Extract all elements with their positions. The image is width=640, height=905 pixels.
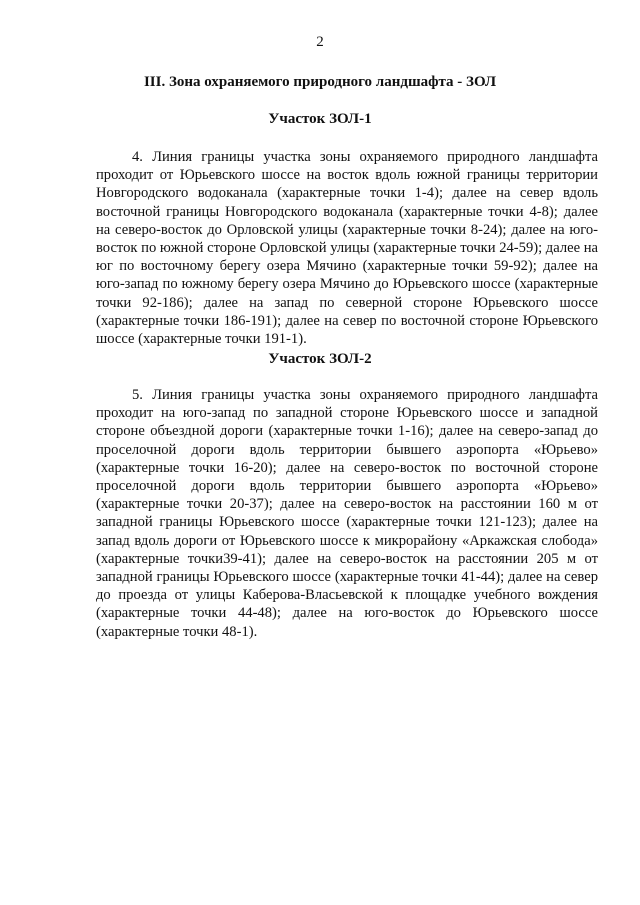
paragraph-zol-1: 4. Линия границы участка зоны охраняемого природного ландшафта проходит от Юрьевского шоссе на восток вдоль южной границы территории Новгородского водоканала (характерные точки 1-4); далее на север вдоль восточной границы Новгородского водоканала (характерные точки 4-8); далее на северо-восток до Орловской улицы (характерные точки 8-24); далее на юго-восток по южной стороне Орловской улицы (характерные точки 24-59); далее на юг по восточному берегу озера Мячино (характерные точки 59-92); далее на юго-запад по южному берегу озера Мячино до Юрьевского шоссе (характерные точки 92-186); далее на запад по северной стороне Юрьевского шоссе (характерные точки 186-191); далее на север по восточной стороне Юрьевского шоссе (характерные точки 191-1). <box>96 149 599 348</box>
page-number: 2 <box>316 34 324 50</box>
paragraph-zol-2: 5. Линия границы участка зоны охраняемого природного ландшафта проходит на юго-запад по западной стороне Юрьевского шоссе и западной стороне объездной дороги (характерные точки 1-16); далее на северо-запад до проселочной дороги вдоль территории бывшего аэропорта «Юрьево» (характерные точки 16-20); далее на северо-восток по восточной стороне проселочной дороги вдоль территории бывшего аэропорта «Юрьево» (характерные точки 20-37); далее на северо-восток на расстоянии 160 м от западной границы Юрьевского шоссе (характерные точки 121-123); далее на запад вдоль дороги от Юрьевского шоссе к микрорайону «Аркажская слобода» (характерные точки39-41); далее на северо-восток на расстоянии 205 м от западной границы Юрьевского шоссе (характерные точки 41-44); далее на север до проезда от улицы Каберова-Власьевской к площадке учебного вождения (характерные точки 44-48); далее на юго-восток до Юрьевского шоссе (характерные точки 48-1). <box>96 387 598 640</box>
section-title: III. Зона охраняемого природного ландшафта - ЗОЛ <box>143 74 497 90</box>
subsection-title-zol-2: Участок ЗОЛ-2 <box>268 351 372 367</box>
subsection-title-zol-1: Участок ЗОЛ-1 <box>268 111 372 127</box>
